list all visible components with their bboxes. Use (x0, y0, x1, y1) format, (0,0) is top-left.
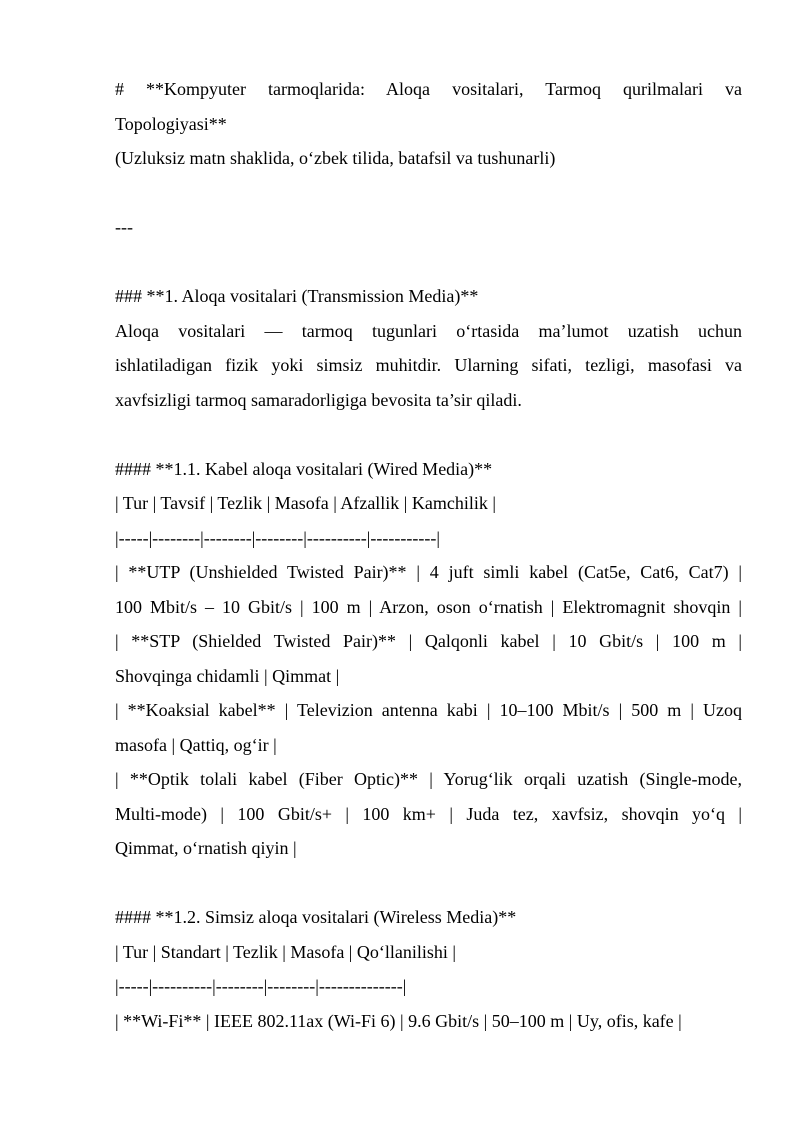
blank-line (115, 245, 742, 280)
horizontal-rule-text: --- (115, 217, 133, 237)
blank-line (115, 176, 742, 211)
wired-table-row-stp-line-2: Shovqinga chidamli | Qimmat | (115, 665, 340, 686)
wired-table-row-utp-line-2: 100 Mbit/s – 10 Gbit/s | 100 m | Arzon, oson o‘rnatish | Elektromagnit shovqin | (115, 596, 742, 617)
blank-line (115, 866, 742, 901)
wired-table-row-fiber-line-3: Qimmat, o‘rnatish qiyin | (115, 838, 297, 858)
wireless-table-row-wifi: | **Wi-Fi** | IEEE 802.11ax (Wi-Fi 6) | 9.6 Gbit/s | 50–100 m | Uy, ofis, kafe | (115, 1010, 682, 1031)
wireless-table-header: | Tur | Standart | Tezlik | Masofa | Qo‘llanilishi | (115, 941, 457, 962)
doc-subtitle: (Uzluksiz matn shaklida, o‘zbek tilida, batafsil va tushunarli) (115, 148, 556, 168)
wired-table-row-coax-line-1: | **Koaksial kabel** | Televizion antenna kabi | 10–100 Mbit/s | 500 m | Uzoq (115, 700, 742, 720)
doc-title-line-2: Topologiyasi** (115, 113, 227, 134)
section-1-paragraph-line-3: xavfsizligi tarmoq samaradorligiga bevosita ta’sir qiladi. (115, 389, 522, 410)
subsection-1-2-heading: #### **1.2. Simsiz aloqa vositalari (Wireless Media)** (115, 907, 517, 927)
wireless-table-separator: |-----|----------|--------|--------|--------------| (115, 976, 407, 996)
subsection-1-1-heading: #### **1.1. Kabel aloqa vositalari (Wired Media)** (115, 458, 493, 479)
wired-table-separator: |-----|--------|--------|--------|----------|-----------| (115, 527, 440, 548)
wired-table-row-utp-line-1: | **UTP (Unshielded Twisted Pair)** | 4 juft simli kabel (Cat5e, Cat6, Cat7) | (115, 562, 742, 582)
wired-table-row-stp-line-1: | **STP (Shielded Twisted Pair)** | Qalqonli kabel | 10 Gbit/s | 100 m | (115, 631, 742, 651)
blank-line (115, 417, 742, 452)
wired-table-row-fiber-line-1: | **Optik tolali kabel (Fiber Optic)** | Yorug‘lik orqali uzatish (Single-mode, (115, 769, 742, 789)
wired-table-row-coax-line-2: masofa | Qattiq, og‘ir | (115, 734, 277, 755)
section-1-paragraph-line-2: ishlatiladigan fizik yoki simsiz muhitdir. Ularning sifati, tezligi, masofasi va (115, 355, 742, 375)
wired-table-header: | Tur | Tavsif | Tezlik | Masofa | Afzallik | Kamchilik | (115, 493, 496, 513)
wired-table-row-fiber-line-2: Multi-mode) | 100 Gbit/s+ | 100 km+ | Juda tez, xavfsiz, shovqin yo‘q | (115, 803, 742, 824)
section-1-heading: ### **1. Aloqa vositalari (Transmission Media)** (115, 286, 479, 306)
doc-title-line-1: # **Kompyuter tarmoqlarida: Aloqa vositalari, Tarmoq qurilmalari va (115, 79, 742, 99)
section-1-paragraph-line-1: Aloqa vositalari — tarmoq tugunlari o‘rtasida ma’lumot uzatish uchun (115, 320, 742, 341)
